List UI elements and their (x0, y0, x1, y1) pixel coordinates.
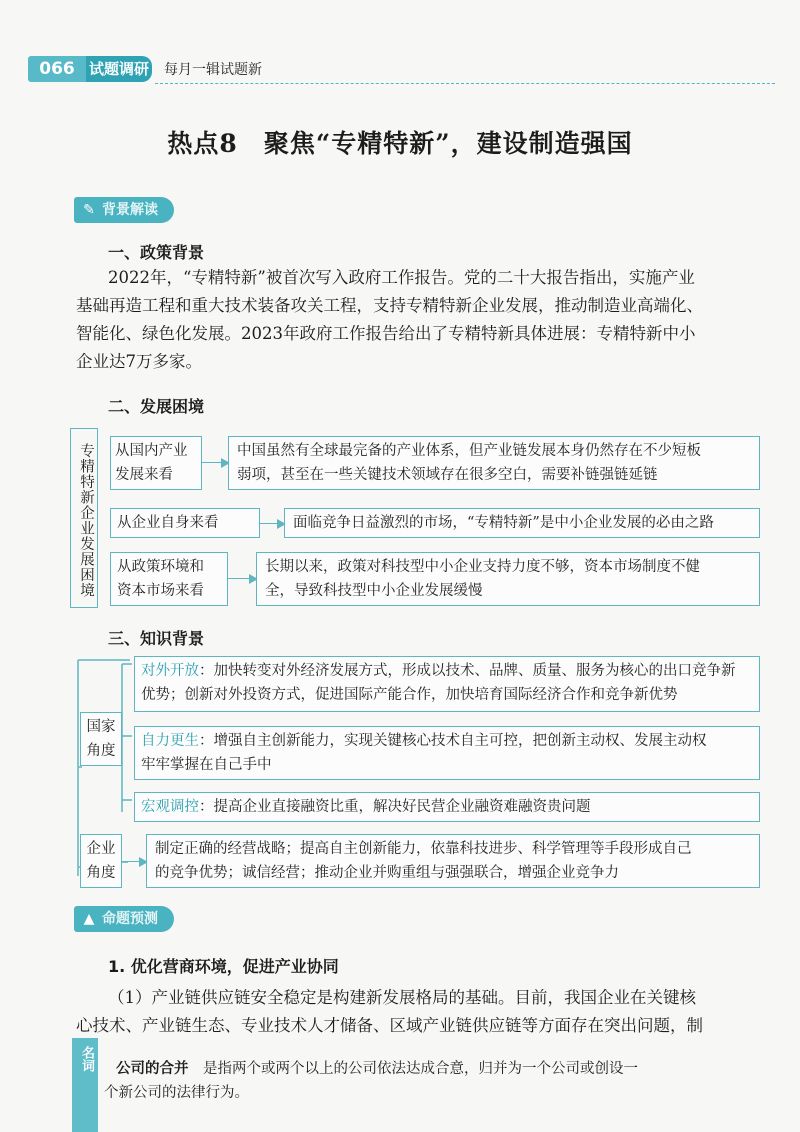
difficulty-label-1 (110, 436, 202, 490)
macro-control-text: ：提高企业直接融资比重，解决好民营企业融资难融资贵问题 (199, 799, 591, 815)
background-tag (74, 197, 174, 223)
knowledge-heading: 三、知识背景 (108, 629, 205, 648)
difficulty-label-2-line-1: 从企业自身来看 (117, 515, 219, 531)
enterprise-text-1: 制定正确的经营战略；提高自主创新能力，依靠科技进步、科学管理等手段形成自己 (155, 841, 692, 857)
open-up-text-1: ：加快转变对外经济发展方式，形成以技术、品牌、质量、服务为核心的出口竞争新 (199, 663, 736, 679)
difficulty-text-3-line-2: 全，导致科技型中小企业发展缓慢 (265, 583, 483, 599)
open-up-text-2: 优势；创新对外投资方式，促进国际产能合作，加快培育国际经济合作和竞争新优势 (141, 687, 678, 703)
footer-tab-label: 名词 (79, 1046, 94, 1072)
difficulty-label-1-line-1: 从国内产业 (115, 443, 188, 459)
difficulty-text-1-line-1: 中国虽然有全球最完备的产业体系，但产业链发展本身仍然存在不少短板 (237, 443, 701, 459)
macro-control-item (134, 792, 760, 822)
page-number: 066 (28, 56, 86, 82)
enterprise-arrow (122, 861, 146, 862)
prediction-subheading: 1. 优化营商环境，促进产业协同 (108, 957, 339, 976)
prediction-line-1: （1）产业链供应链安全稳定是构建新发展格局的基础。目前，我国企业在关键核 (108, 988, 696, 1007)
difficulty-label-2 (110, 508, 260, 538)
difficulty-heading: 二、发展困境 (108, 397, 205, 416)
difficulty-arrow-1 (202, 462, 228, 463)
macro-control-line (141, 795, 753, 819)
prediction-tag-label: 命题预测 (102, 911, 158, 927)
policy-heading: 一、政策背景 (108, 243, 205, 262)
prediction-tag (74, 906, 174, 932)
footer-term: 公司的合并 (116, 1061, 189, 1077)
pencil-icon: ✎ (83, 202, 95, 218)
difficulty-vertical-title: 专精特新企业发展困境 (70, 428, 98, 608)
difficulty-text-2-line-1: 面临竞争日益激烈的市场，“专精特新”是中小企业发展的必由之路 (293, 515, 714, 531)
enterprise-text-2: 的竞争优势；诚信经营；推动企业并购重组与强强联合，增强企业竞争力 (155, 865, 619, 881)
section-label: 试题调研 (86, 56, 152, 82)
policy-line-2: 基础再造工程和重大技术装备攻关工程，支持专精特新企业发展，推动制造业高端化、 (76, 296, 703, 315)
national-label-line-1: 国家 (86, 719, 116, 735)
difficulty-arrow-3 (228, 578, 256, 579)
difficulty-text-1-line-2: 弱项，甚至在一些关键技术领域存在很多空白，需要补链强链延链 (237, 467, 658, 483)
prediction-line-2: 心技术、产业链生态、专业技术人才储备、区域产业链供应链等方面存在突出问题，制 (76, 1016, 703, 1035)
difficulty-label-1-line-2: 发展来看 (115, 467, 173, 483)
enterprise-item (146, 834, 760, 888)
policy-line-3: 智能化、绿色化发展。2023年政府工作报告给出了专精特新具体进展：专精特新中小 (76, 324, 696, 343)
policy-line-1: 2022年，“专精特新”被首次写入政府工作报告。党的二十大报告指出，实施产业 (108, 268, 695, 287)
difficulty-text-3-line-1: 长期以来，政策对科技型中小企业支持力度不够，资本市场制度不健 (265, 559, 700, 575)
footer-note-line-2: 个新公司的法律行为。 (104, 1085, 249, 1101)
difficulty-text-3 (256, 552, 760, 606)
background-tag-label: 背景解读 (102, 202, 158, 218)
open-up-line-1 (141, 659, 753, 683)
self-reliance-keyword: 自力更生 (141, 733, 199, 749)
national-label-line-2: 角度 (86, 743, 116, 759)
macro-control-keyword: 宏观调控 (141, 799, 199, 815)
national-angle-label (80, 712, 122, 766)
difficulty-label-3 (110, 552, 228, 606)
self-reliance-line-1 (141, 729, 753, 753)
difficulty-label-3-line-1: 从政策环境和 (117, 559, 204, 575)
open-up-keyword: 对外开放 (141, 663, 199, 679)
header-divider (155, 83, 775, 84)
footer-note-line-1 (116, 1058, 638, 1081)
open-up-item (134, 656, 760, 712)
enterprise-angle-label (80, 834, 122, 888)
footer-definition-1: 是指两个或两个以上的公司依法达成合意，归并为一个公司或创设一 (203, 1061, 638, 1077)
footer-side-tab (72, 1038, 98, 1132)
difficulty-text-1 (228, 436, 760, 490)
enterprise-label-line-1: 企业 (86, 841, 116, 857)
difficulty-text-2 (284, 508, 760, 538)
enterprise-label-line-2: 角度 (86, 865, 116, 881)
policy-line-4: 企业达7万多家。 (76, 352, 202, 371)
difficulty-label-3-line-2: 资本市场来看 (117, 583, 204, 599)
page-title: 热点8 聚焦“专精特新”，建设制造强国 (167, 129, 633, 158)
self-reliance-item (134, 726, 760, 780)
self-reliance-text-1: ：增强自主创新能力，实现关键核心技术自主可控，把创新主动权、发展主动权 (199, 733, 707, 749)
header-slogan: 每月一辑试题新 (164, 62, 262, 78)
difficulty-arrow-2 (260, 523, 284, 524)
self-reliance-text-2: 牢牢掌握在自己手中 (141, 757, 272, 773)
chart-icon: ▲ (83, 911, 95, 927)
